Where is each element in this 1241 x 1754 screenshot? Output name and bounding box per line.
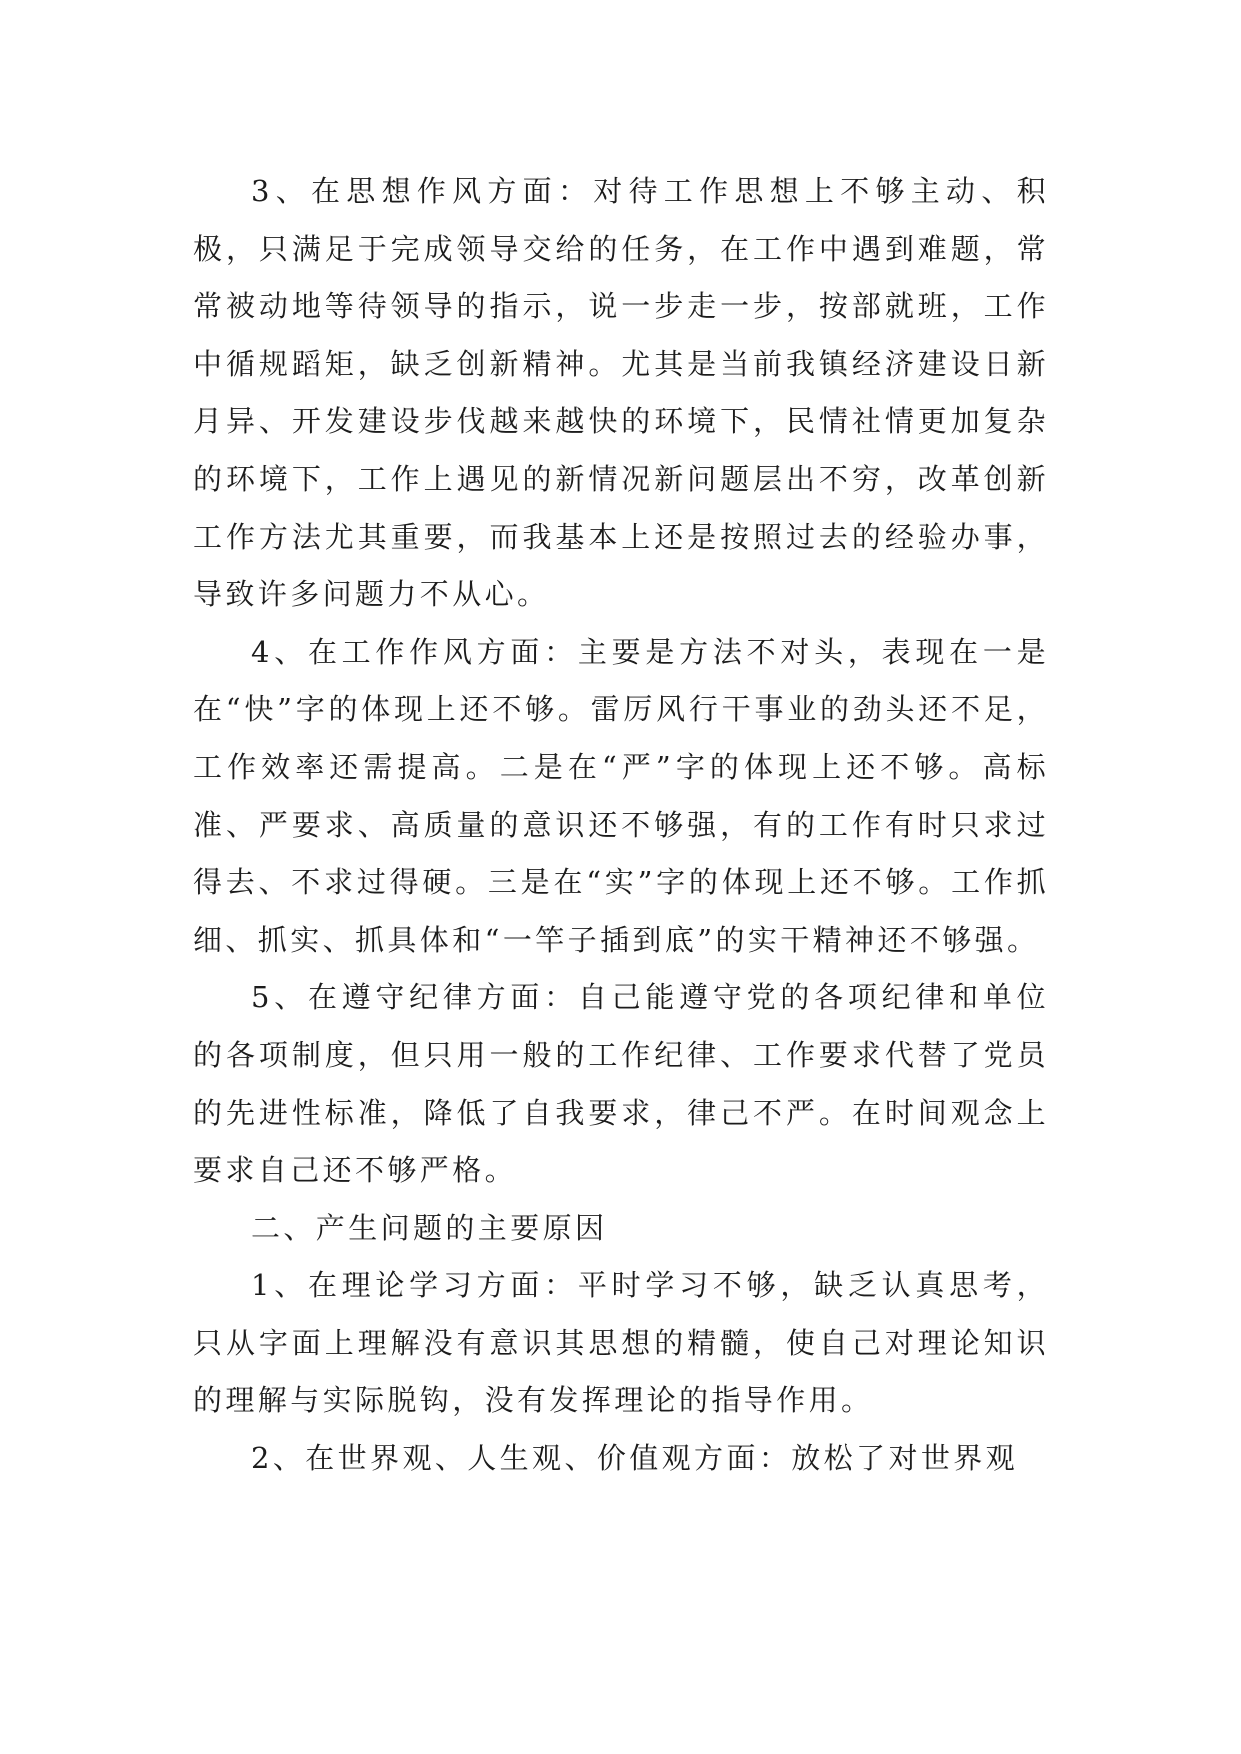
paragraph-thinking-style: 3、在思想作风方面：对待工作思想上不够主动、积极，只满足于完成领导交给的任务，在工作中遇到难题，常常被动地等待领导的指示，说一步走一步，按部就班，工作中循规蹈矩，缺乏创新精神。尤其是当前我镇经济建设日新月异、开发建设步伐越来越快的环境下，民情社情更加复杂的环境下，工作上遇见的新情况新问题层出不穷，改革创新工作方法尤其重要，而我基本上还是按照过去的经验办事，导致许多问题力不从心。 — [193, 174, 1049, 612]
document-body — [193, 163, 1049, 1488]
paragraph-worldview: 2、在世界观、人生观、价值观方面：放松了对世界观 — [251, 1441, 1019, 1476]
paragraph-work-style: 4、在工作作风方面：主要是方法不对头，表现在一是在“快”字的体现上还不够。雷厉风行干事业的劲头还不足，工作效率还需提高。二是在“严”字的体现上还不够。高标准、严要求、高质量的意识还不够强，有的工作有时只求过得去、不求过得硬。三是在“实”字的体现上还不够。工作抓细、抓实、抓具体和“一竿子插到底”的实干精神还不够强。 — [193, 634, 1049, 957]
paragraph-theory-study: 1、在理论学习方面：平时学习不够，缺乏认真思考，只从字面上理解没有意识其思想的精髓，使自己对理论知识的理解与实际脱钩，没有发挥理论的指导作用。 — [193, 1268, 1049, 1418]
paragraph-discipline: 5、在遵守纪律方面：自己能遵守党的各项纪律和单位的各项制度，但只用一般的工作纪律、工作要求代替了党员的先进性标准，降低了自我要求，律己不严。在时间观念上要求自己还不够严格。 — [193, 980, 1049, 1188]
section-heading-causes: 二、产生问题的主要原因 — [251, 1210, 608, 1245]
